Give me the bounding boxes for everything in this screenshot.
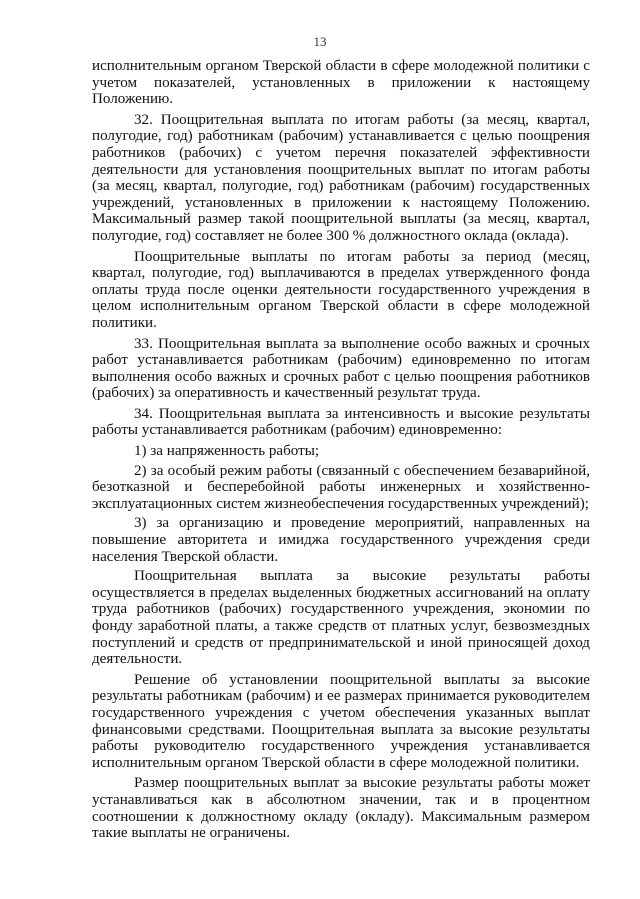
paragraph-funding: Поощрительная выплата за высокие результаты работы осуществляется в пределах выделенных бюджетных ассигнований на оплату труда работников (рабочих) государственного учреждения, экономии по фонду заработной платы, а также средств от платных услуг, безвозмездных поступлений и средств от предпринимательской и иной приносящей доход деятельности. [92,568,590,668]
list-item-2: 2) за особый режим работы (связанный с обеспечением безаварийной, безотказной и бесперебойной работы инженерных и хозяйственно-эксплуатационных систем жизнеобеспечения государственных учреждений); [92,462,590,512]
paragraph-item-32: 32. Поощрительная выплата по итогам работы (за месяц, квартал, полугодие, год) работникам (рабочим) устанавливается с целью поощрения работников (рабочих) с учетом перечня показателей эффективности деятельности для установления поощрительных выплат по итогам работы (за месяц, квартал, полугодие, год) работникам (рабочим) государственных учреждений, установленных в приложении к настоящему Положению. Максимальный размер такой поощрительной выплаты (за месяц, квартал, полугодие, год) составляет не более 300 % должностного оклада (оклада). [92,111,590,244]
list-item-1: 1) за напряженность работы; [134,443,320,460]
document-body [92,58,590,846]
paragraph-period-payments: Поощрительные выплаты по итогам работы за период (месяц, квартал, полугодие, год) выплачиваются в пределах утвержденного фонда оплаты труда после оценки деятельности государственного учреждения в целом исполнительным органом Тверской области в сфере молодежной политики. [92,248,590,331]
paragraph-item-34: 34. Поощрительная выплата за интенсивность и высокие результаты работы устанавливается работникам (рабочим) единовременно: [92,405,590,439]
paragraph-decision: Решение об установлении поощрительной выплаты за высокие результаты работникам (рабочим) и ее размерах принимается руководителем государственного учреждения с учетом обеспечения указанных выплат финансовыми средствами. Поощрительная выплата за высокие результаты работы руководителю государственного учреждения устанавливается исполнительным органом Тверской области в сфере молодежной политики. [92,671,590,771]
paragraph-amount: Размер поощрительных выплат за высокие результаты работы может устанавливаться как в абсолютном значении, так и в процентном соотношении к должностному окладу (окладу). Максимальным размером такие выплаты не ограничены. [92,775,590,842]
list-item-3: 3) за организацию и проведение мероприятий, направленных на повышение авторитета и имиджа государственного учреждения среди населения Тверской области. [92,515,590,565]
paragraph-item-33: 33. Поощрительная выплата за выполнение особо важных и срочных работ устанавливается работникам (рабочим) единовременно по итогам выполнения особо важных и срочных работ с целью поощрения работников (рабочих) за оперативность и качественный результат труда. [92,335,590,402]
page-number: 13 [313,34,327,49]
paragraph-continuation: исполнительным органом Тверской области в сфере молодежной политики с учетом показателей, установленных в приложении к настоящему Положению. [92,58,590,108]
